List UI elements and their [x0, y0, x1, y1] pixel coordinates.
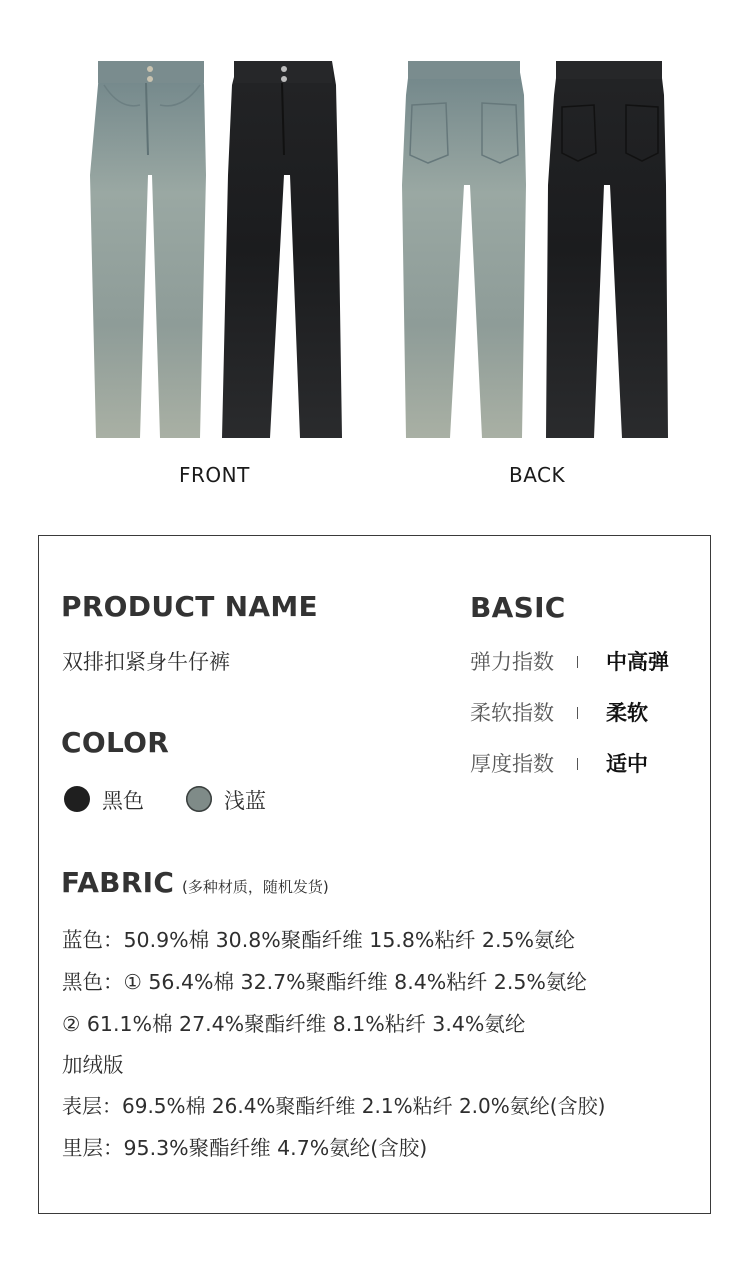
basic-value-thickness: 适中: [606, 752, 648, 776]
fabric-line-fleece-title: 加绒版: [62, 1053, 124, 1077]
basic-separator: [577, 707, 578, 719]
fabric-line-black-2: ② 61.1%棉 27.4%聚酯纤维 8.1%粘纤 3.4%氨纶: [62, 1012, 526, 1036]
basic-label-elasticity: 弹力指数: [470, 650, 554, 674]
front-label: FRONT: [179, 463, 250, 487]
basic-label-thickness: 厚度指数: [470, 752, 554, 776]
fabric-line-inner: 里层：95.3%聚酯纤维 4.7%氨纶(含胶): [62, 1136, 428, 1160]
dark-jeans-back: [546, 61, 668, 438]
fabric-line-outer: 表层：69.5%棉 26.4%聚酯纤维 2.1%粘纤 2.0%氨纶(含胶): [62, 1094, 606, 1118]
fabric-line-blue: 蓝色：50.9%棉 30.8%聚酯纤维 15.8%粘纤 2.5%氨纶: [62, 928, 575, 952]
basic-separator: [577, 656, 578, 668]
light-jeans-front: [90, 61, 206, 438]
color-label-light-blue: 浅蓝: [224, 789, 266, 813]
dark-jeans-front: [222, 61, 342, 438]
color-swatch-black: [64, 786, 90, 812]
color-heading: COLOR: [61, 726, 170, 759]
basic-value-elasticity: 中高弹: [606, 650, 669, 674]
basic-heading: BASIC: [470, 591, 566, 624]
product-name-heading: PRODUCT NAME: [61, 590, 318, 623]
basic-separator: [577, 758, 578, 770]
basic-value-softness: 柔软: [606, 701, 648, 725]
color-label-black: 黑色: [102, 789, 144, 813]
fabric-heading: FABRIC: [61, 866, 175, 899]
jeans-back-photos: [398, 55, 678, 445]
fabric-note: (多种材质，随机发货): [182, 878, 329, 896]
light-jeans-back: [402, 61, 526, 438]
back-label: BACK: [509, 463, 566, 487]
jeans-front-photos: [70, 55, 370, 445]
color-swatch-light-blue: [186, 786, 212, 812]
product-name: 双排扣紧身牛仔裤: [62, 650, 230, 674]
fabric-line-black-1: 黑色：① 56.4%棉 32.7%聚酯纤维 8.4%粘纤 2.5%氨纶: [62, 970, 587, 994]
basic-label-softness: 柔软指数: [470, 701, 554, 725]
